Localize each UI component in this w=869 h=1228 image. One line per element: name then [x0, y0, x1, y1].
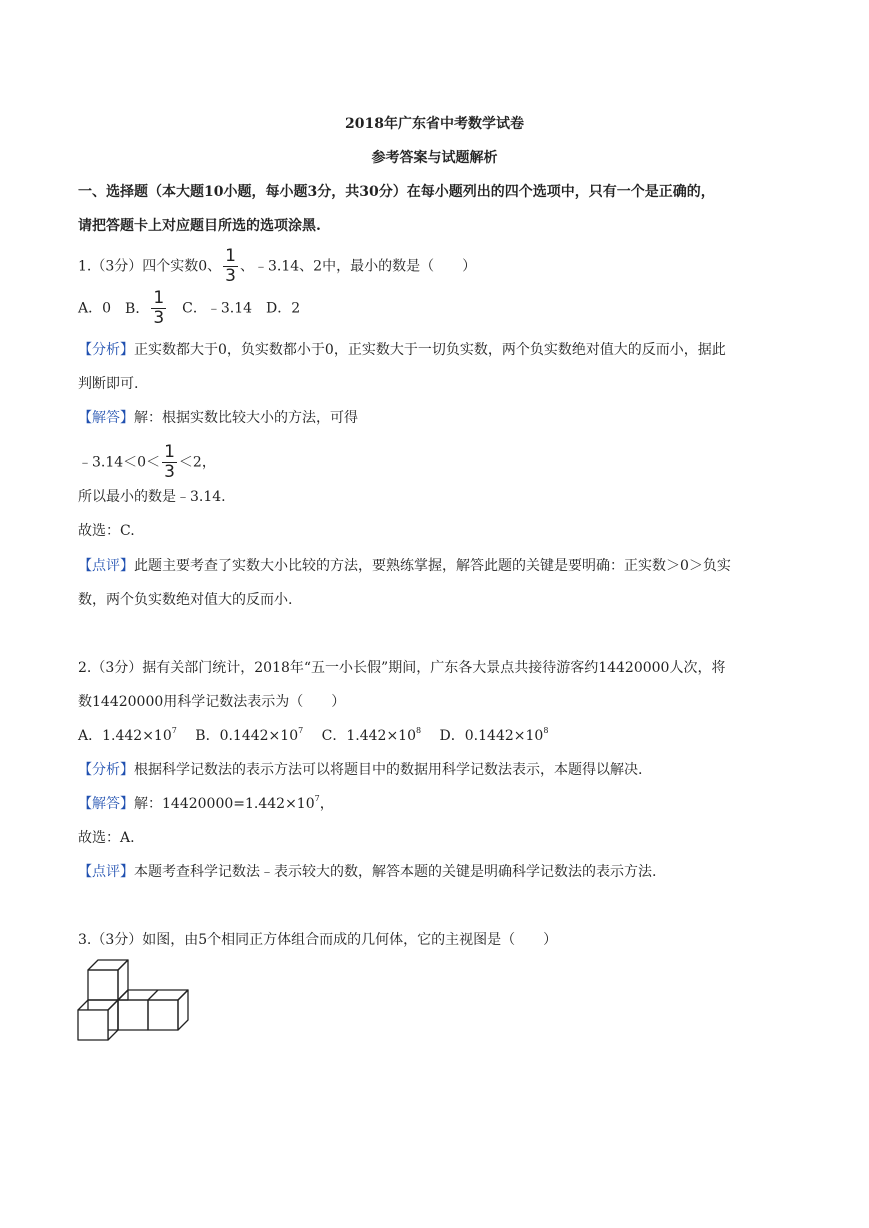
q1-analysis-line2: 判断即可. — [78, 376, 139, 392]
q2-option-d — [440, 728, 549, 744]
q2-comment — [78, 862, 656, 882]
q1-comment-line2: 数，两个负实数绝对值大的反而小. — [78, 592, 293, 608]
q1-option-b — [125, 288, 168, 328]
analysis-tag: 【分析】 — [78, 342, 134, 358]
comment-tag: 【点评】 — [78, 864, 134, 880]
q2-option-a-text: A．1.442×10 — [78, 728, 172, 744]
q2-option-b-text: B．0.1442×10 — [195, 728, 299, 744]
q1-answer-text: 解：根据实数比较大小的方法，可得 — [134, 410, 358, 426]
q2-option-b-exponent: 7 — [298, 726, 304, 735]
q2-choice: 故选：A. — [78, 830, 135, 846]
q1-analysis-text: 正实数都大于0，负实数都小于0，正实数大于一切负实数，两个负实数绝对值大的反而小，据此 — [134, 342, 726, 358]
q1-inequality-numerator: 1 — [164, 442, 175, 462]
q1-inequality-fraction — [162, 444, 177, 481]
q1-fraction-numerator: 1 — [225, 246, 236, 266]
q2-answer-end: ， — [319, 796, 334, 812]
q2-answer — [78, 794, 334, 814]
q2-option-c — [322, 728, 421, 744]
q1-fraction — [223, 248, 238, 285]
q1-answer-conclusion: 所以最小的数是﹣3.14. — [78, 489, 226, 505]
q2-comment-text: 本题考查科学记数法﹣表示较大的数，解答本题的关键是明确科学记数法的表示方法. — [134, 864, 657, 880]
q2-stem-line2: 数14420000用科学记数法表示为（ ） — [78, 694, 346, 710]
q2-option-a — [78, 728, 177, 744]
q1-stem-start: 1.（3分）四个实数0、 — [78, 258, 222, 275]
page-subtitle: 参考答案与试题解析 — [371, 150, 498, 166]
q2-answer-exponent: 7 — [314, 794, 320, 803]
section-heading-line2: 请把答题卡上对应题目所选的选项涂黑. — [78, 218, 321, 234]
analysis-tag: 【分析】 — [78, 762, 134, 778]
front-cube — [78, 1000, 118, 1040]
q1-answer-inequality — [78, 444, 216, 481]
q2-option-a-exponent: 7 — [171, 726, 177, 735]
q1-option-a: A．0 — [78, 300, 112, 317]
q3-stem: 3.（3分）如图，由5个相同正方体组合而成的几何体，它的主视图是（ ） — [78, 932, 558, 948]
q1-answer — [78, 408, 358, 428]
q1-inequality-denominator: 3 — [164, 462, 175, 482]
comment-tag: 【点评】 — [78, 558, 134, 574]
q1-option-d: D．2 — [266, 300, 301, 317]
q2-option-b — [195, 728, 303, 744]
q2-analysis-text: 根据科学记数法的表示方法可以将题目中的数据用科学记数法表示，本题得以解决. — [134, 762, 643, 778]
q1-inequality-start: ﹣3.14＜0＜ — [78, 454, 161, 471]
q1-option-b-label: B． — [125, 300, 150, 317]
q2-analysis — [78, 760, 642, 780]
cube-solid-figure — [76, 958, 192, 1044]
q1-comment-text: 此题主要考查了实数大小比较的方法，要熟练掌握，解答此题的关键是要明确：正实数＞0＞负实 — [134, 558, 731, 574]
q1-fraction-denominator: 3 — [225, 266, 236, 286]
q2-stem-line1: 2.（3分）据有关部门统计，2018年“五一小长假”期间，广东各大景点共接待游客约14420000人次，将 — [78, 660, 726, 676]
q2-option-d-exponent: 8 — [543, 726, 549, 735]
q2-answer-text: 解：14420000=1.442×10 — [134, 796, 315, 812]
q1-option-b-denominator: 3 — [153, 308, 165, 328]
page-title: 2018年广东省中考数学试卷 — [345, 116, 524, 132]
q1-inequality-end: ＜2， — [178, 454, 216, 471]
q1-stem-end: 、﹣3.14、2中，最小的数是（ ） — [240, 258, 477, 275]
q1-stem — [78, 248, 476, 285]
q2-option-c-exponent: 8 — [416, 726, 422, 735]
q2-option-d-text: D．0.1442×10 — [439, 728, 544, 744]
q1-comment — [78, 556, 731, 576]
answer-tag: 【解答】 — [78, 410, 134, 426]
q2-options — [78, 726, 548, 746]
q1-analysis — [78, 340, 726, 360]
q2-option-c-text: C．1.442×10 — [321, 728, 416, 744]
q1-option-b-numerator: 1 — [153, 288, 165, 308]
answer-tag: 【解答】 — [78, 796, 134, 812]
q1-choice: 故选：C. — [78, 523, 135, 539]
section-heading-line1: 一、选择题（本大题10小题，每小题3分，共30分）在每小题列出的四个选项中，只有一个是正确的， — [78, 184, 715, 200]
q1-option-c: C．﹣3.14 — [182, 300, 253, 317]
q1-options — [78, 290, 300, 327]
q1-option-b-fraction — [151, 290, 166, 327]
